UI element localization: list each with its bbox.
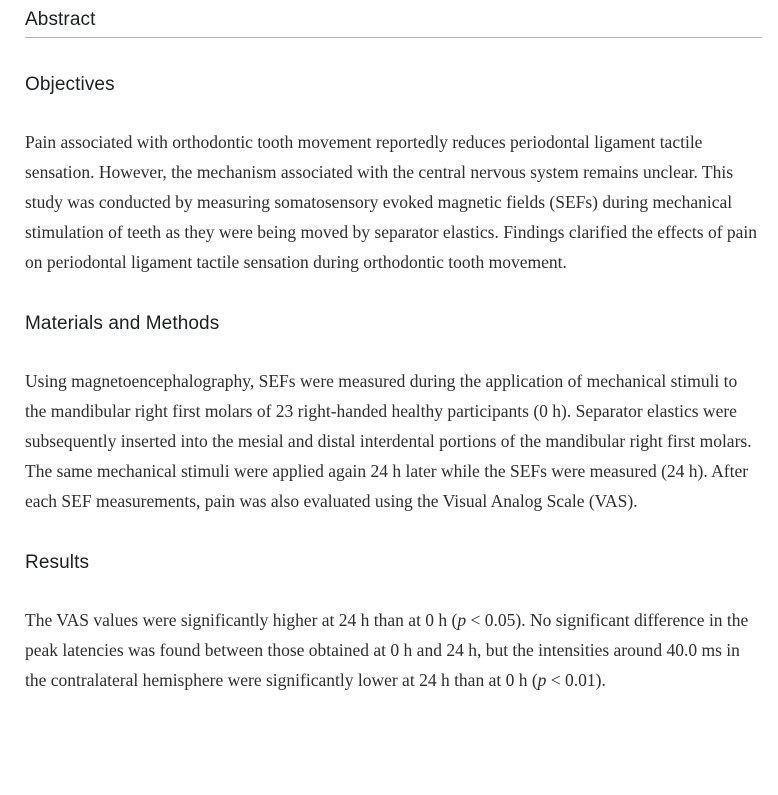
objectives-heading: Objectives xyxy=(25,74,115,95)
results-text-mid: < 0.05). No significant difference in the peak latencies was found between those obtained at 0 h and 24 h, but the intensities around 40.0 ms in the contralateral hemisphere were significantly lower at 24 h than at 0 h ( xyxy=(25,610,749,690)
materials-and-methods-heading: Materials and Methods xyxy=(25,313,220,334)
materials-and-methods-paragraph: Using magnetoencephalography, SEFs were measured during the application of mechanical stimuli to the mandibular right first molars of 23 right-handed healthy participants (0 h). Separator elastics were subsequently inserted into the mesial and distal interdental portions of the mandibular right first molars. The same mechanical stimuli were applied again 24 h later while the SEFs were measured (24 h). After each SEF measurements, pain was also evaluated using the Visual Analog Scale (VAS). xyxy=(25,371,752,511)
objectives-paragraph: Pain associated with orthodontic tooth movement reportedly reduces periodontal ligament tactile sensation. However, the mechanism associated with the central nervous system remains unclear. This study was conducted by measuring somatosensory evoked magnetic fields (SEFs) during mechanical stimulation of teeth as they were being moved by separator elastics. Findings clarified the effects of pain on periodontal ligament tactile sensation during orthodontic tooth movement. xyxy=(25,132,758,272)
results-paragraph xyxy=(25,605,762,695)
results-text-end: < 0.01). xyxy=(546,670,606,690)
results-text-start: The VAS values were significantly higher at 24 h than at 0 h ( xyxy=(25,610,458,630)
results-heading: Results xyxy=(25,552,90,573)
p-value-symbol: p xyxy=(457,610,467,630)
p-value-symbol: p xyxy=(537,670,547,690)
abstract-title: Abstract xyxy=(25,0,762,38)
